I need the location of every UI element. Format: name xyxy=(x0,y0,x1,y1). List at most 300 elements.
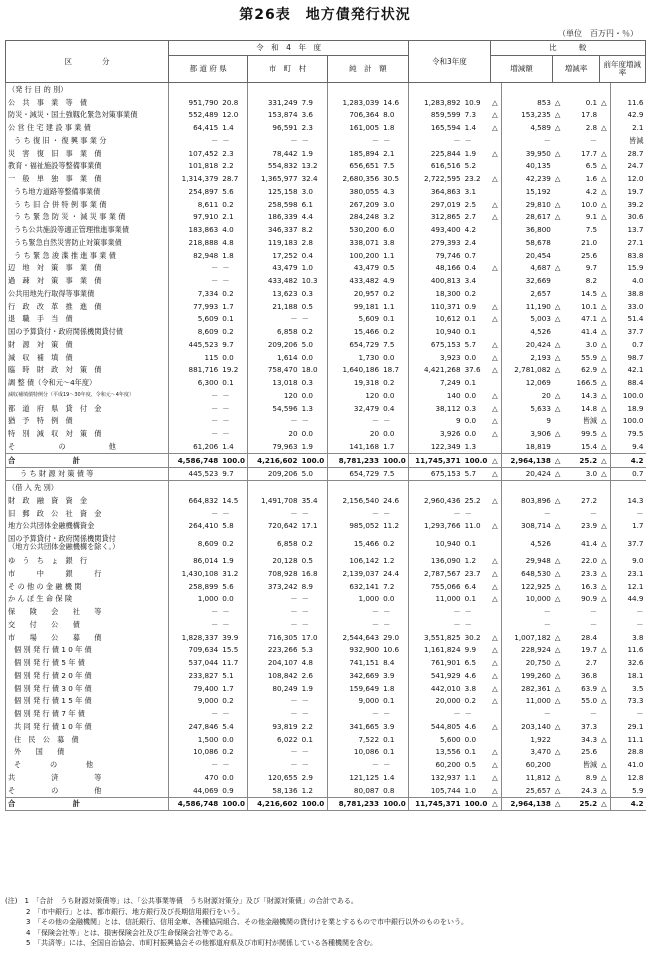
cell: － xyxy=(464,508,472,518)
cell xyxy=(300,481,328,494)
row-label: う ち 復 旧 ・ 復 興 事 業 分 xyxy=(6,134,169,147)
cell: 28.7 xyxy=(222,174,239,184)
row-label: 公共用地先行取得等事業債 xyxy=(6,287,169,300)
cell: 364,863 xyxy=(409,185,463,198)
cell: 皆減 xyxy=(582,416,598,426)
cell: △ xyxy=(554,747,561,757)
cell: － xyxy=(383,709,391,719)
cell: 17.1 xyxy=(301,521,318,531)
cell: － xyxy=(383,607,391,617)
cell xyxy=(553,376,564,389)
cell: － xyxy=(169,758,221,771)
cell: 0.0 xyxy=(301,352,313,362)
cell: 0.2 xyxy=(222,327,234,337)
cell: 16.3 xyxy=(581,581,598,591)
cell: 433,482 xyxy=(327,274,381,287)
cell xyxy=(610,481,645,494)
cell: 19.2 xyxy=(222,365,239,375)
cell: 544,805 xyxy=(409,720,463,733)
row-label: 個 別 発 行 債 1 0 年 債 xyxy=(6,644,169,657)
cell: 284,248 xyxy=(327,211,381,224)
cell: 36,800 xyxy=(501,223,553,236)
cell: － xyxy=(610,618,645,631)
cell: 6.1 xyxy=(301,199,313,209)
cell: 3.9 xyxy=(383,670,395,680)
cell: 55.9 xyxy=(581,352,598,362)
cell: 8.4 xyxy=(383,658,395,668)
cell: － xyxy=(222,416,230,426)
cell: 17.8 xyxy=(581,110,598,120)
cell: 0.0 xyxy=(383,429,395,439)
cell: 373,242 xyxy=(248,580,300,593)
row-label: 国の予算貸付・政府関係機関貸付債 xyxy=(6,325,169,338)
cell: 1,614 xyxy=(248,351,300,364)
cell: 4,526 xyxy=(501,325,553,338)
note-5: 5 「共済等」には、全国自治協会、市町村振興協会その他都道府県及び市町村が関係している各種機関を含む。 xyxy=(5,939,377,947)
cell xyxy=(553,236,564,249)
cell: 88.4 xyxy=(610,376,645,389)
page-title: 第26表 地方債発行状況 xyxy=(239,7,411,23)
table-row xyxy=(6,249,646,262)
cell: △ xyxy=(554,772,561,782)
cell: 881,716 xyxy=(169,364,221,377)
header-pref: 都 道 府 県 xyxy=(169,56,248,83)
cell xyxy=(599,236,610,249)
cell: 8.9 xyxy=(301,581,313,591)
cell: 166.5 xyxy=(576,378,598,388)
cell: 96,591 xyxy=(248,121,300,134)
row-label: 外 国 債 xyxy=(6,746,169,759)
cell: 2.1 xyxy=(383,148,395,158)
cell: － xyxy=(169,389,221,402)
cell xyxy=(553,605,564,618)
cell xyxy=(300,83,328,96)
cell: 20,128 xyxy=(248,554,300,567)
cell: 13.2 xyxy=(301,161,318,171)
cell: 1.2 xyxy=(464,556,477,566)
cell: 2.1 xyxy=(610,121,645,134)
cell: 25.2 xyxy=(564,797,599,811)
cell: － xyxy=(169,507,221,520)
cell: △ xyxy=(492,632,498,642)
cell: 632,141 xyxy=(327,580,381,593)
cell: 204,107 xyxy=(248,656,300,669)
table-row xyxy=(6,121,646,134)
cell: 79,400 xyxy=(169,682,221,695)
cell: △ xyxy=(492,721,498,731)
cell xyxy=(490,618,501,631)
cell xyxy=(490,185,501,198)
table-row xyxy=(6,313,646,326)
table-row xyxy=(6,758,646,771)
cell xyxy=(553,618,564,631)
cell: 755,066 xyxy=(409,580,463,593)
table-row xyxy=(6,605,646,618)
cell: 1,828,337 xyxy=(169,631,221,644)
cell: － xyxy=(169,274,221,287)
cell: 11.2 xyxy=(383,521,400,531)
cell: 5.0 xyxy=(301,469,313,479)
row-label: 財 政 融 資 資 金 xyxy=(6,494,169,507)
cell: － xyxy=(248,695,300,708)
cell: 1.0 xyxy=(301,263,313,273)
cell: 15.5 xyxy=(222,645,239,655)
cell: － xyxy=(301,594,309,604)
cell: 0.7 xyxy=(610,467,645,481)
cell: 853 xyxy=(501,96,553,109)
cell: 0.3 xyxy=(301,288,313,298)
cell: 0.7 xyxy=(610,338,645,351)
cell: 209,206 xyxy=(248,338,300,351)
cell: △ xyxy=(492,772,498,782)
cell: 254,897 xyxy=(169,185,221,198)
cell: 0.9 xyxy=(222,785,234,795)
cell: 115 xyxy=(169,351,221,364)
cell: 119,183 xyxy=(248,236,300,249)
cell: 11.6 xyxy=(610,644,645,657)
cell: 41.0 xyxy=(610,758,645,771)
cell xyxy=(553,758,564,771)
cell: － xyxy=(248,313,300,326)
cell: － xyxy=(248,618,300,631)
cell: 9,000 xyxy=(169,695,221,708)
cell: △ xyxy=(492,760,498,770)
cell xyxy=(248,83,300,96)
cell: － xyxy=(222,619,230,629)
cell: － xyxy=(589,508,598,518)
cell: △ xyxy=(601,301,607,311)
row-label xyxy=(6,532,169,554)
cell: － xyxy=(301,135,309,145)
cell: △ xyxy=(492,696,498,706)
cell: △ xyxy=(601,97,607,107)
cell: 78,442 xyxy=(248,147,300,160)
cell: － xyxy=(222,390,230,400)
table-row xyxy=(6,415,646,428)
row-label: 個 別 発 行 債 5 年 債 xyxy=(6,656,169,669)
cell: 951,790 xyxy=(169,96,221,109)
cell: △ xyxy=(554,632,561,642)
cell: 1,000 xyxy=(169,593,221,606)
cell: 10,000 xyxy=(501,593,553,606)
cell: － xyxy=(169,134,221,147)
header-net: 純 計 額 xyxy=(327,56,409,83)
cell xyxy=(553,274,564,287)
cell: 470 xyxy=(169,771,221,784)
cell: 8,781,233 xyxy=(327,797,381,811)
cell xyxy=(599,618,610,631)
cell: △ xyxy=(554,469,561,479)
cell: 38,112 xyxy=(409,402,463,415)
cell: 42,239 xyxy=(501,172,553,185)
cell: 10,612 xyxy=(409,313,463,326)
note-4: 4 「保険会社等」とは、損害保険会社及び生命保険会社等である。 xyxy=(5,928,237,937)
cell: 4.4 xyxy=(301,212,313,222)
cell: △ xyxy=(554,594,561,604)
cell xyxy=(490,160,501,173)
cell: 1.7 xyxy=(222,301,234,311)
cell: 1,491,708 xyxy=(248,494,300,507)
cell: 3.4 xyxy=(464,276,477,286)
cell: 3,470 xyxy=(501,746,553,759)
cell xyxy=(553,287,564,300)
cell: 1.7 xyxy=(610,520,645,533)
cell xyxy=(553,440,564,453)
cell: △ xyxy=(601,416,607,426)
cell: △ xyxy=(601,148,607,158)
cell: 8,611 xyxy=(169,198,221,211)
cell: 0.0 xyxy=(383,390,395,400)
cell: 233,827 xyxy=(169,669,221,682)
cell: 1.1 xyxy=(383,301,395,311)
cell: 36.8 xyxy=(581,670,598,680)
cell: 100.0 xyxy=(610,389,645,402)
table-row xyxy=(6,720,646,733)
cell: 183,863 xyxy=(169,223,221,236)
cell: 7,249 xyxy=(409,376,463,389)
cell: － xyxy=(501,507,553,520)
cell: 1.9 xyxy=(301,148,313,158)
cell: 100.0 xyxy=(463,453,491,467)
cell: 1.9 xyxy=(301,683,313,693)
cell: 122,925 xyxy=(501,580,553,593)
cell: 493,400 xyxy=(409,223,463,236)
cell: 4,421,268 xyxy=(409,364,463,377)
cell: 10,940 xyxy=(409,325,463,338)
cell: 8.2 xyxy=(301,225,313,235)
table-row xyxy=(6,389,646,402)
cell xyxy=(501,481,553,494)
cell: 400,813 xyxy=(409,274,463,287)
cell: 0.1 xyxy=(383,747,395,757)
cell: △ xyxy=(601,683,607,693)
section-header-row xyxy=(6,481,646,494)
cell: △ xyxy=(492,568,498,578)
cell: 皆減 xyxy=(610,134,645,147)
cell: 2,680,356 xyxy=(327,172,381,185)
cell: 3.8 xyxy=(610,631,645,644)
cell: 3,926 xyxy=(409,427,463,440)
cell: 2.3 xyxy=(222,148,234,158)
cell: 0.1 xyxy=(464,327,477,337)
cell: △ xyxy=(492,403,498,413)
cell: 803,896 xyxy=(501,494,553,507)
cell: 12.1 xyxy=(610,580,645,593)
cell xyxy=(409,83,463,96)
cell: 35.4 xyxy=(301,495,318,505)
table-row xyxy=(6,784,646,797)
cell: 1.6 xyxy=(585,174,598,184)
cell: 14.5 xyxy=(222,495,239,505)
cell: 5,609 xyxy=(327,313,381,326)
cell: 121,125 xyxy=(327,771,381,784)
cell: 552,489 xyxy=(169,109,221,122)
cell: △ xyxy=(492,263,498,273)
row-label: う ち 緊 急 浚 渫 推 進 事 業 債 xyxy=(6,249,169,262)
cell: △ xyxy=(492,174,498,184)
cell: △ xyxy=(554,403,561,413)
cell: △ xyxy=(599,797,610,811)
cell: 6.5 xyxy=(585,161,598,171)
row-label: 財 源 対 策 債 xyxy=(6,338,169,351)
table-row xyxy=(6,427,646,440)
cell: 18.0 xyxy=(301,365,318,375)
cell: 18.7 xyxy=(383,365,400,375)
table-row xyxy=(6,198,646,211)
table-row xyxy=(6,507,646,520)
cell: 0.1 xyxy=(222,378,234,388)
cell: 2,964,138 xyxy=(501,453,553,467)
cell: 27.2 xyxy=(581,495,598,505)
cell: － xyxy=(169,415,221,428)
cell: 20,957 xyxy=(327,287,381,300)
cell: 100.0 xyxy=(220,453,248,467)
cell: 1,365,977 xyxy=(248,172,300,185)
cell: 9.9 xyxy=(464,645,477,655)
row-label: 減 収 補 填 債 xyxy=(6,351,169,364)
cell: 0.1 xyxy=(464,747,477,757)
cell: 24.6 xyxy=(383,495,400,505)
cell: 7,522 xyxy=(327,733,381,746)
table-row xyxy=(6,656,646,669)
cell: 30.5 xyxy=(383,174,400,184)
cell: 0.2 xyxy=(222,538,234,548)
cell: 90.9 xyxy=(581,594,598,604)
cell: 308,714 xyxy=(501,520,553,533)
cell: 41.4 xyxy=(581,538,598,548)
table-row xyxy=(6,746,646,759)
cell: 0.2 xyxy=(464,288,477,298)
cell: 28.8 xyxy=(610,746,645,759)
cell: 32,669 xyxy=(501,274,553,287)
cell: 7.5 xyxy=(383,161,395,171)
row-label: 市 中 銀 行 xyxy=(6,567,169,580)
cell: － xyxy=(301,696,309,706)
cell: 8,609 xyxy=(169,325,221,338)
cell: 12.0 xyxy=(610,172,645,185)
cell: 0.1 xyxy=(464,378,477,388)
cell: △ xyxy=(601,378,607,388)
cell: 22.0 xyxy=(581,556,598,566)
row-label: （借 入 先 別） xyxy=(6,481,169,494)
cell: － xyxy=(222,760,230,770)
cell: 1.9 xyxy=(222,556,234,566)
row-label: 辺 地 対 策 事 業 債 xyxy=(6,262,169,275)
cell: 258,598 xyxy=(248,198,300,211)
cell: △ xyxy=(554,429,561,439)
cell: △ xyxy=(492,314,498,324)
row-label: 共 同 発 行 債 1 0 年 債 xyxy=(6,720,169,733)
cell: 3.0 xyxy=(585,339,598,349)
cell xyxy=(381,83,409,96)
cell: 1,730 xyxy=(327,351,381,364)
cell: 6.0 xyxy=(383,225,395,235)
cell: 20 xyxy=(501,389,553,402)
cell: － xyxy=(501,707,553,720)
cell: 99.5 xyxy=(581,429,598,439)
cell: △ xyxy=(492,199,498,209)
cell: － xyxy=(383,416,391,426)
cell: － xyxy=(169,605,221,618)
cell: 132,937 xyxy=(409,771,463,784)
cell: 58,678 xyxy=(501,236,553,249)
cell: 79,746 xyxy=(409,249,463,262)
cell: 25,657 xyxy=(501,784,553,797)
cell: △ xyxy=(492,645,498,655)
cell: 859,599 xyxy=(409,109,463,122)
cell: 31.2 xyxy=(222,568,239,578)
cell: 675,153 xyxy=(409,467,463,481)
cell xyxy=(490,134,501,147)
cell: 4.6 xyxy=(464,721,477,731)
cell: 42.9 xyxy=(610,109,645,122)
cell: 100.0 xyxy=(381,797,409,811)
cell: 161,005 xyxy=(327,121,381,134)
cell: 6,300 xyxy=(169,376,221,389)
cell xyxy=(490,325,501,338)
cell: － xyxy=(383,619,391,629)
cell xyxy=(220,83,248,96)
cell xyxy=(553,415,564,428)
cell xyxy=(553,325,564,338)
row-label: 住 民 公 募 債 xyxy=(6,733,169,746)
cell: 225,844 xyxy=(409,147,463,160)
cell: 13,623 xyxy=(248,287,300,300)
cell: 38.8 xyxy=(610,287,645,300)
row-label: 退 職 手 当 債 xyxy=(6,313,169,326)
cell: 5,609 xyxy=(169,313,221,326)
cell: 3.1 xyxy=(464,186,477,196)
cell xyxy=(599,134,610,147)
cell: 1.2 xyxy=(383,556,395,566)
table-row xyxy=(6,467,646,481)
cell: － xyxy=(248,758,300,771)
cell: 4,589 xyxy=(501,121,553,134)
cell xyxy=(490,481,501,494)
cell: 1.4 xyxy=(222,441,234,451)
note-2: 2 「市中銀行」とは、都市銀行、地方銀行及び長期信用銀行をいう。 xyxy=(5,907,244,916)
cell: 0.1 xyxy=(301,734,313,744)
cell: 15.9 xyxy=(610,262,645,275)
cell: － xyxy=(589,709,598,719)
cell: 100.0 xyxy=(300,453,328,467)
row-label: そ の 他 の 金 融 機 関 xyxy=(6,580,169,593)
cell: △ xyxy=(553,797,564,811)
cell: 209,206 xyxy=(248,467,300,481)
cell: 14.3 xyxy=(581,390,598,400)
cell: △ xyxy=(492,148,498,158)
cell: － xyxy=(248,746,300,759)
cell: 39,950 xyxy=(501,147,553,160)
cell: 4.0 xyxy=(610,274,645,287)
cell: 37.7 xyxy=(610,532,645,554)
cell: － xyxy=(409,618,463,631)
cell: － xyxy=(169,618,221,631)
cell: 3.5 xyxy=(610,682,645,695)
cell: 1,000 xyxy=(327,593,381,606)
cell: 14.3 xyxy=(610,494,645,507)
cell: 19.7 xyxy=(581,645,598,655)
total-row xyxy=(6,797,646,811)
cell: △ xyxy=(601,212,607,222)
cell: 0.2 xyxy=(301,327,313,337)
cell: 4,687 xyxy=(501,262,553,275)
row-label-line1: 国の予算貸付・政府関係機関貸付 xyxy=(8,533,116,543)
cell: △ xyxy=(492,469,498,479)
cell: 47.1 xyxy=(581,314,598,324)
cell: － xyxy=(248,593,300,606)
cell: 100.0 xyxy=(381,453,409,467)
